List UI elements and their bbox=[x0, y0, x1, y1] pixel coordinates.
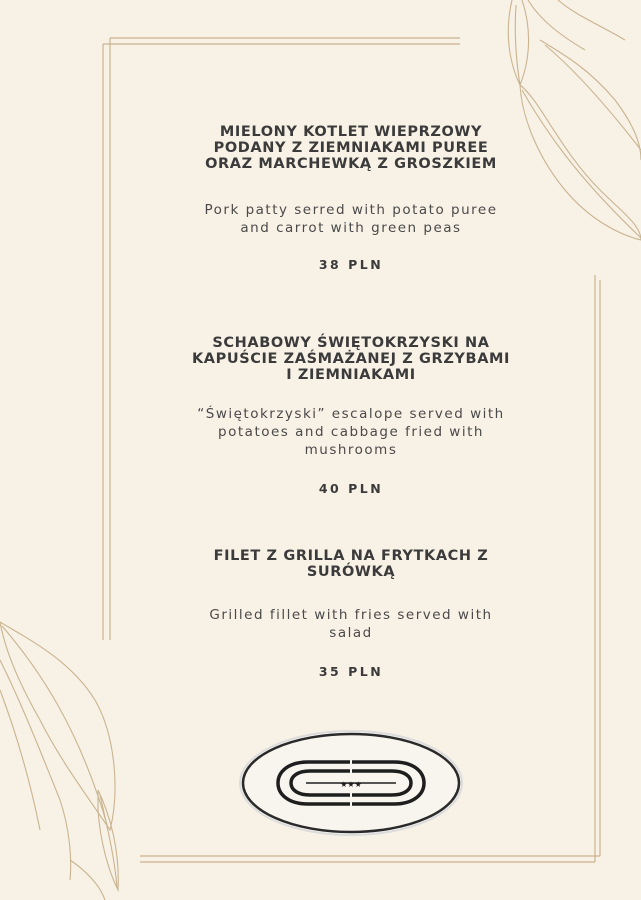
monogram-logo bbox=[238, 729, 464, 837]
dish-description: Grilled fillet with fries served with salad bbox=[209, 607, 493, 641]
dish-price: 38 PLN bbox=[318, 257, 384, 272]
dish-price: 40 PLN bbox=[318, 481, 384, 496]
dish-title: MIELONY KOTLET WIEPRZOWY PODANY Z ZIEMNIAKAMI PUREE ORAZ MARCHEWKĄ Z GROSZKIEM bbox=[205, 124, 497, 172]
logo-stars: ★★★ bbox=[340, 780, 362, 789]
dish-title: FILET Z GRILLA NA FRYTKACH Z SURÓWKĄ bbox=[213, 548, 489, 580]
dish-description: Pork patty serred with potato puree and carrot with green peas bbox=[204, 202, 498, 236]
dish-description: “Świętokrzyski” escalope served with potatoes and cabbage fried with mushrooms bbox=[197, 406, 505, 458]
menu-item bbox=[190, 335, 512, 496]
menu-item bbox=[190, 124, 512, 272]
dish-price: 35 PLN bbox=[318, 664, 384, 679]
dish-title: SCHABOWY ŚWIĘTOKRZYSKI NA KAPUŚCIE ZAŚMAŻANEJ Z GRZYBAMI I ZIEMNIAKAMI bbox=[191, 335, 511, 383]
menu-item bbox=[190, 548, 512, 679]
